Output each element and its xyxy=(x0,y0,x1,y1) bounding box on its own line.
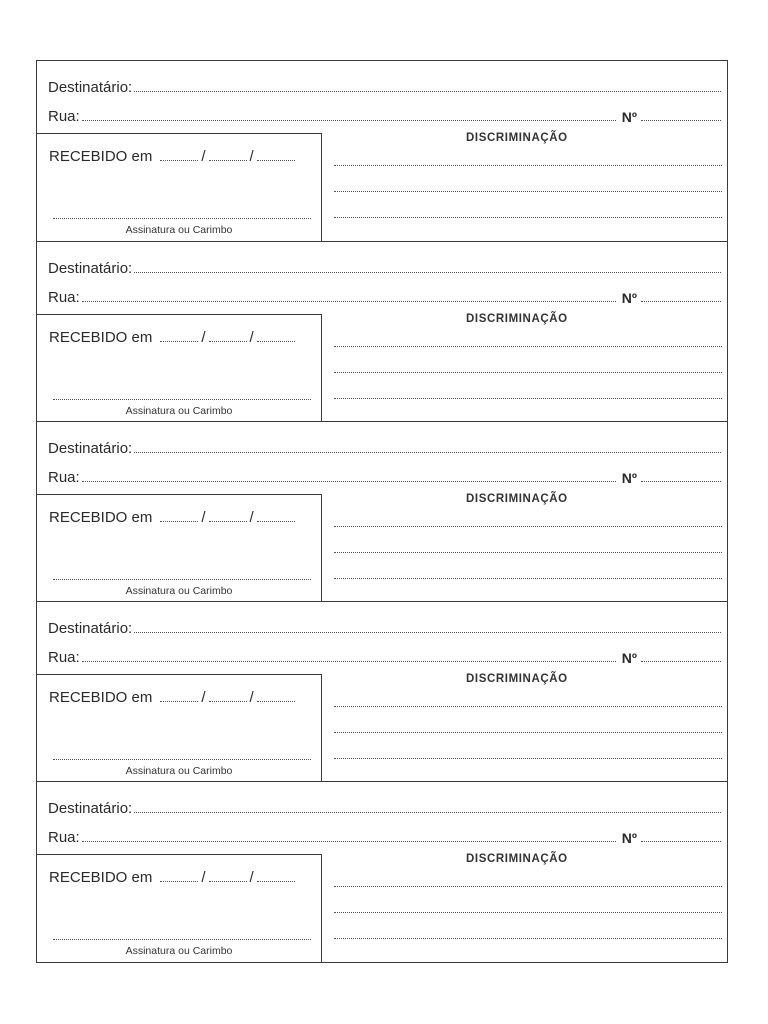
assinatura-label: Assinatura ou Carimbo xyxy=(125,765,233,777)
date-year-field[interactable] xyxy=(257,881,295,882)
discriminacao-line[interactable] xyxy=(334,886,722,887)
rua-label: Rua: xyxy=(48,469,80,486)
discriminacao-label: DISCRIMINAÇÃO xyxy=(466,493,568,505)
rua-row xyxy=(48,469,721,486)
destinatario-label: Destinatário: xyxy=(48,79,133,96)
recebido-row xyxy=(49,509,298,526)
numero-label: Nº xyxy=(621,830,637,846)
date-day-field[interactable] xyxy=(160,341,198,342)
recebido-label: RECEBIDO em xyxy=(49,509,153,526)
assinatura-label: Assinatura ou Carimbo xyxy=(125,945,233,957)
date-separator: / xyxy=(201,329,206,346)
discriminacao-label: DISCRIMINAÇÃO xyxy=(466,853,568,865)
date-month-field[interactable] xyxy=(209,341,247,342)
rua-row xyxy=(48,829,721,846)
discriminacao-line[interactable] xyxy=(334,346,722,347)
assinatura-label: Assinatura ou Carimbo xyxy=(125,585,233,597)
numero-label: Nº xyxy=(621,290,637,306)
date-year-field[interactable] xyxy=(257,521,295,522)
receipt-slip xyxy=(37,601,727,781)
date-separator: / xyxy=(201,689,206,706)
rua-field[interactable] xyxy=(82,481,616,482)
rua-row xyxy=(48,289,721,306)
recebido-label: RECEBIDO em xyxy=(49,689,153,706)
numero-field[interactable] xyxy=(641,661,721,662)
destinatario-field[interactable] xyxy=(134,632,721,633)
discriminacao-line[interactable] xyxy=(334,526,722,527)
recebido-box xyxy=(37,133,322,241)
destinatario-label: Destinatário: xyxy=(48,440,133,457)
recebido-label: RECEBIDO em xyxy=(49,148,153,165)
numero-field[interactable] xyxy=(641,841,721,842)
recebido-box xyxy=(37,674,322,782)
receipt-slip xyxy=(37,241,727,421)
recebido-row xyxy=(49,689,298,706)
signature-line[interactable] xyxy=(53,399,311,400)
destinatario-row xyxy=(48,79,721,96)
destinatario-field[interactable] xyxy=(134,812,721,813)
rua-label: Rua: xyxy=(48,829,80,846)
discriminacao-line[interactable] xyxy=(334,552,722,553)
numero-label: Nº xyxy=(621,109,637,125)
destinatario-label: Destinatário: xyxy=(48,800,133,817)
rua-field[interactable] xyxy=(82,301,616,302)
date-day-field[interactable] xyxy=(160,881,198,882)
discriminacao-line[interactable] xyxy=(334,758,722,759)
discriminacao-line[interactable] xyxy=(334,938,722,939)
numero-label: Nº xyxy=(621,470,637,486)
recebido-box xyxy=(37,494,322,602)
rua-label: Rua: xyxy=(48,289,80,306)
date-month-field[interactable] xyxy=(209,881,247,882)
rua-label: Rua: xyxy=(48,108,80,125)
discriminacao-line[interactable] xyxy=(334,706,722,707)
destinatario-row xyxy=(48,260,721,277)
discriminacao-label: DISCRIMINAÇÃO xyxy=(466,673,568,685)
receipt-slip xyxy=(37,781,727,961)
signature-line[interactable] xyxy=(53,579,311,580)
rua-field[interactable] xyxy=(82,120,616,121)
recebido-label: RECEBIDO em xyxy=(49,329,153,346)
receipt-sheet xyxy=(36,60,728,963)
signature-line[interactable] xyxy=(53,218,311,219)
date-year-field[interactable] xyxy=(257,160,295,161)
date-day-field[interactable] xyxy=(160,160,198,161)
discriminacao-line[interactable] xyxy=(334,398,722,399)
date-separator: / xyxy=(249,689,254,706)
discriminacao-line[interactable] xyxy=(334,165,722,166)
numero-field[interactable] xyxy=(641,481,721,482)
date-separator: / xyxy=(249,869,254,886)
rua-row xyxy=(48,108,721,125)
discriminacao-line[interactable] xyxy=(334,732,722,733)
date-separator: / xyxy=(249,509,254,526)
assinatura-label: Assinatura ou Carimbo xyxy=(125,224,233,236)
destinatario-label: Destinatário: xyxy=(48,620,133,637)
rua-label: Rua: xyxy=(48,649,80,666)
numero-label: Nº xyxy=(621,650,637,666)
date-year-field[interactable] xyxy=(257,341,295,342)
date-separator: / xyxy=(201,869,206,886)
discriminacao-label: DISCRIMINAÇÃO xyxy=(466,132,568,144)
recebido-row xyxy=(49,869,298,886)
recebido-row xyxy=(49,329,298,346)
destinatario-label: Destinatário: xyxy=(48,260,133,277)
recebido-label: RECEBIDO em xyxy=(49,869,153,886)
date-separator: / xyxy=(201,509,206,526)
date-day-field[interactable] xyxy=(160,521,198,522)
discriminacao-line[interactable] xyxy=(334,191,722,192)
date-year-field[interactable] xyxy=(257,701,295,702)
date-month-field[interactable] xyxy=(209,160,247,161)
date-separator: / xyxy=(249,148,254,165)
recebido-box xyxy=(37,314,322,422)
destinatario-field[interactable] xyxy=(134,452,721,453)
destinatario-row xyxy=(48,620,721,637)
discriminacao-line[interactable] xyxy=(334,217,722,218)
receipt-slip xyxy=(37,421,727,601)
date-separator: / xyxy=(249,329,254,346)
rua-field[interactable] xyxy=(82,841,616,842)
rua-row xyxy=(48,649,721,666)
discriminacao-line[interactable] xyxy=(334,578,722,579)
recebido-row xyxy=(49,148,298,165)
receipt-slip xyxy=(37,61,727,241)
signature-line[interactable] xyxy=(53,759,311,760)
recebido-box xyxy=(37,854,322,962)
numero-field[interactable] xyxy=(641,301,721,302)
discriminacao-line[interactable] xyxy=(334,372,722,373)
date-month-field[interactable] xyxy=(209,701,247,702)
numero-field[interactable] xyxy=(641,120,721,121)
discriminacao-label: DISCRIMINAÇÃO xyxy=(466,313,568,325)
rua-field[interactable] xyxy=(82,661,616,662)
destinatario-field[interactable] xyxy=(134,272,721,273)
assinatura-label: Assinatura ou Carimbo xyxy=(125,405,233,417)
date-separator: / xyxy=(201,148,206,165)
destinatario-row xyxy=(48,800,721,817)
discriminacao-line[interactable] xyxy=(334,912,722,913)
destinatario-row xyxy=(48,440,721,457)
date-day-field[interactable] xyxy=(160,701,198,702)
signature-line[interactable] xyxy=(53,939,311,940)
destinatario-field[interactable] xyxy=(134,91,721,92)
date-month-field[interactable] xyxy=(209,521,247,522)
